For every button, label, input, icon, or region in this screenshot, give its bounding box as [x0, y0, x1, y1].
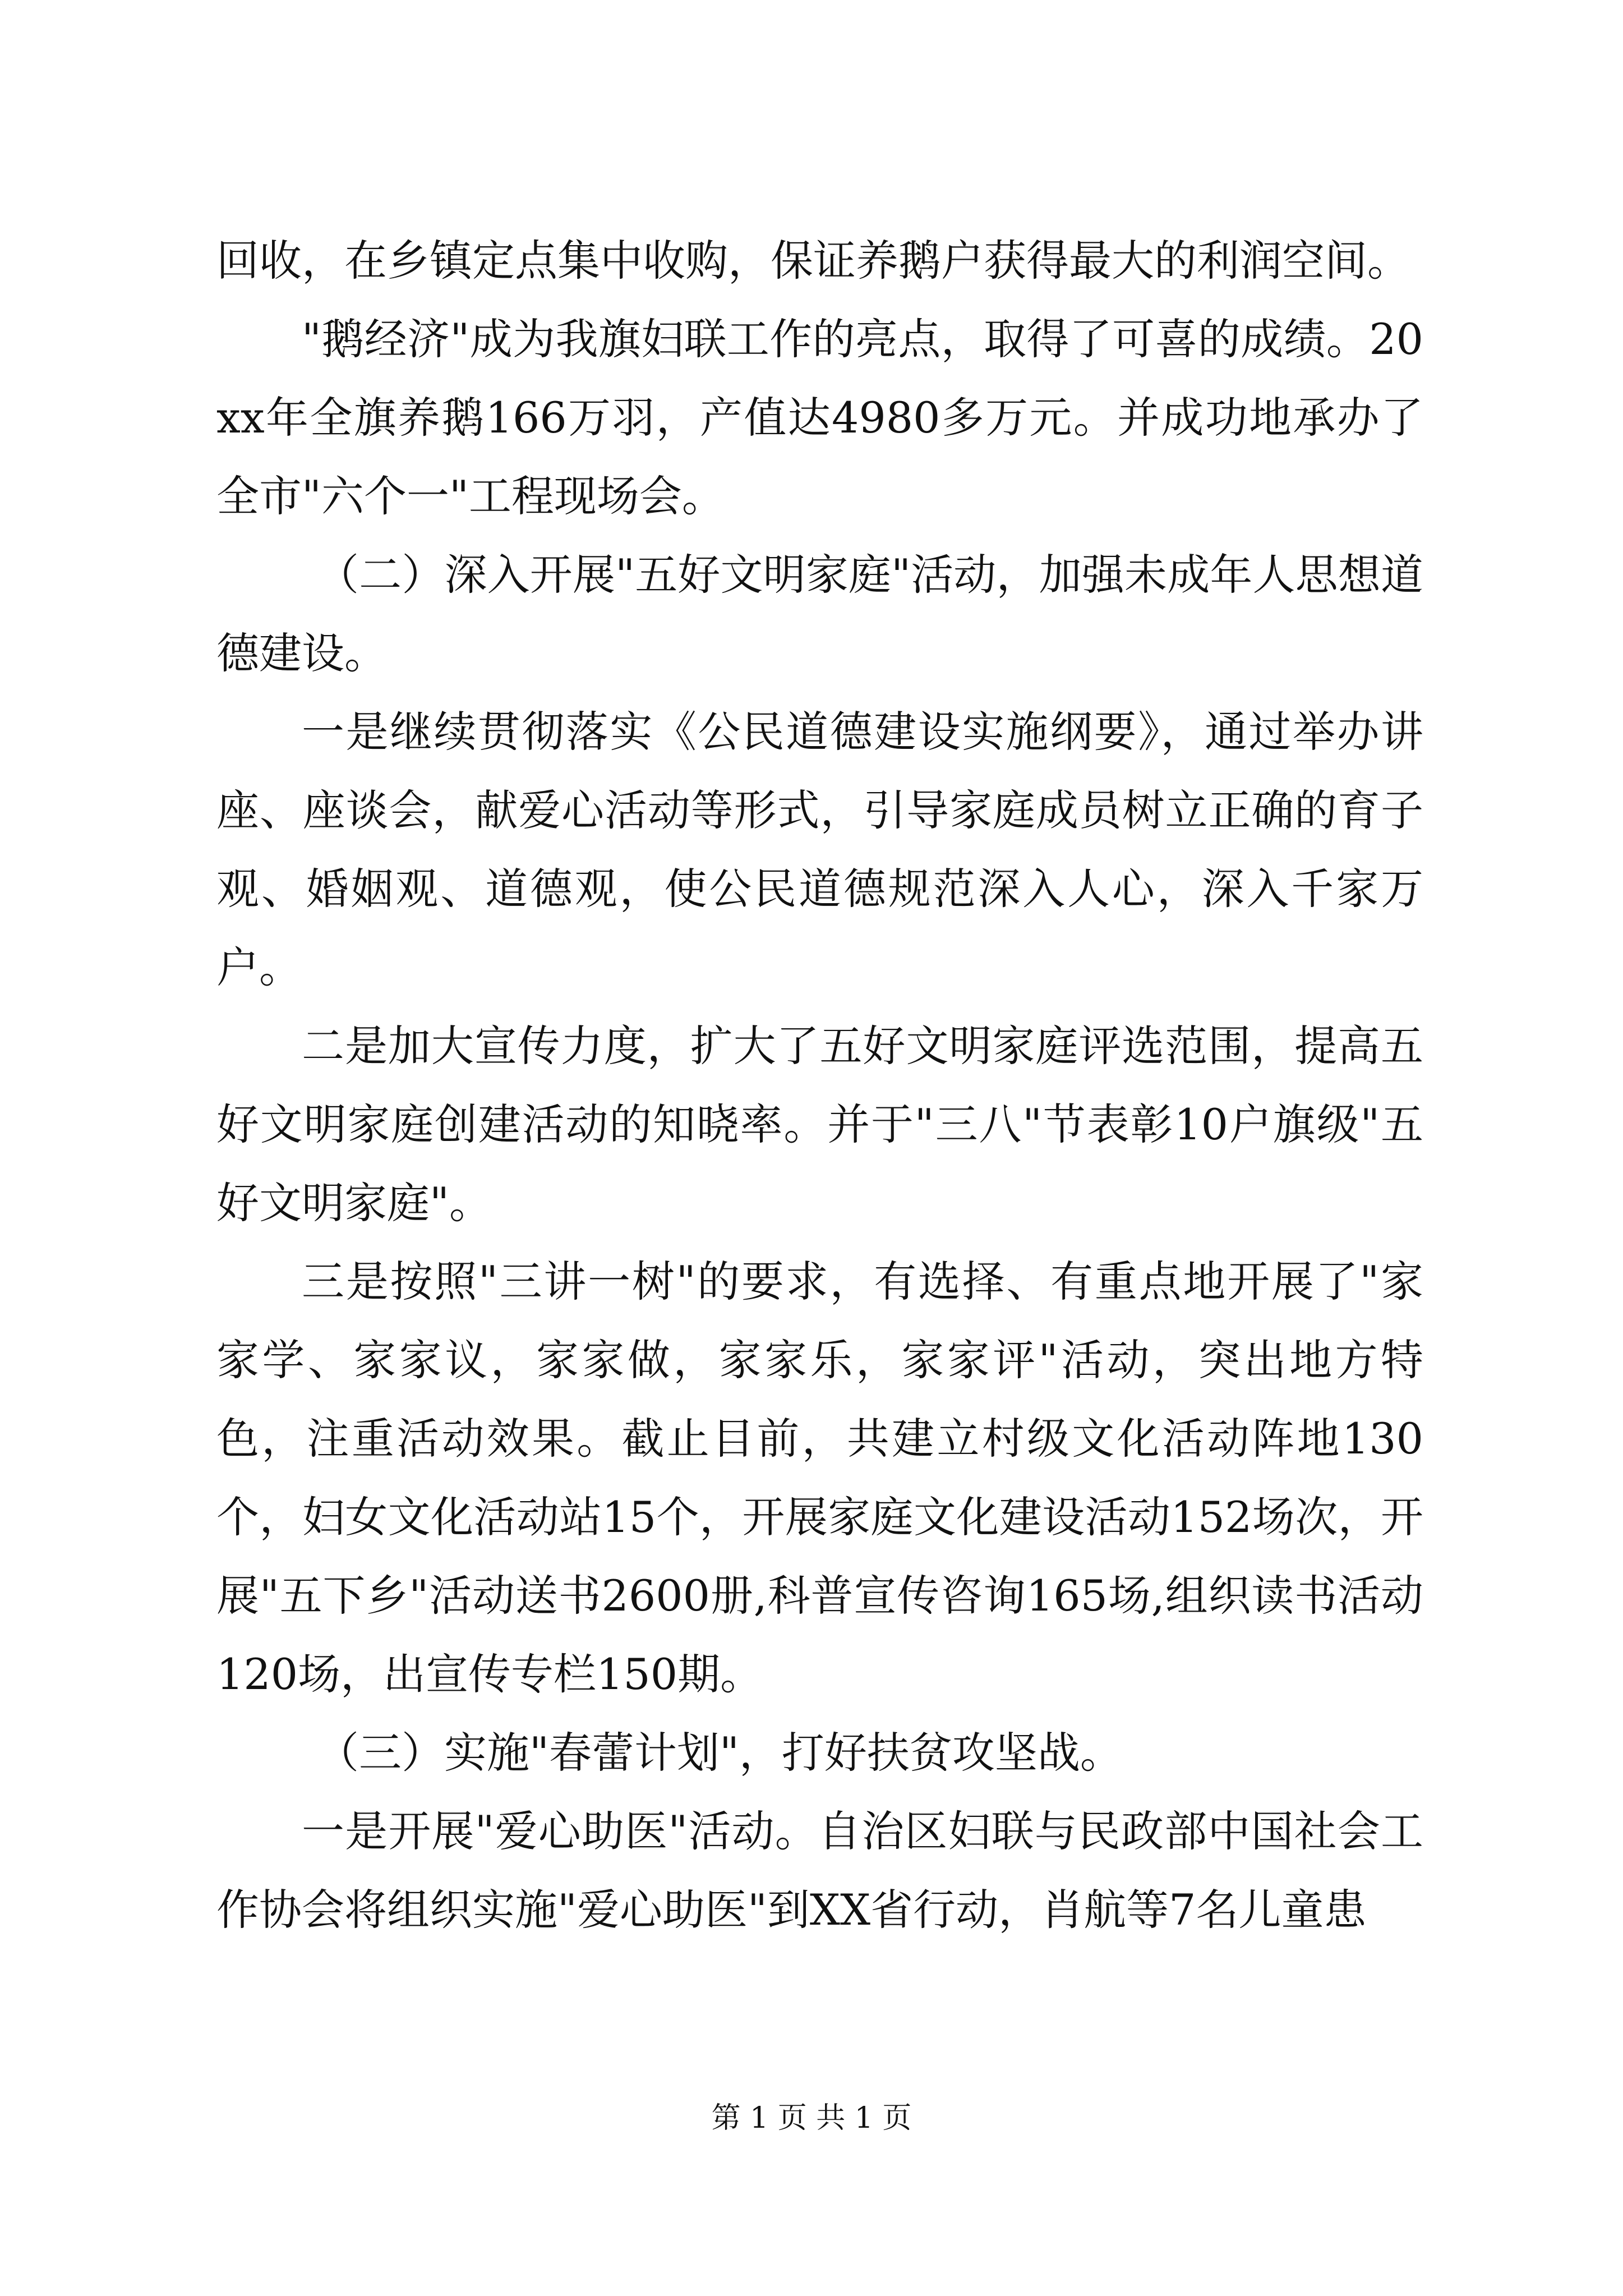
paragraph-goose-economy: "鹅经济"成为我旗妇联工作的亮点，取得了可喜的成绩。20xx年全旗养鹅166万羽，产值达4980多万元。并成功地承办了全市"六个一"工程现场会。: [216, 314, 1423, 521]
paragraph-medical-aid: 一是开展"爱心助医"活动。自治区妇联与民政部中国社会工作协会将组织实施"爱心助医"到XX省行动，肖航等7名儿童患: [216, 1806, 1423, 1935]
section-heading-three: （三）实施"春蕾计划"，打好扶贫攻坚战。: [316, 1728, 1123, 1778]
paragraph-item-three: 三是按照"三讲一树"的要求，有选择、有重点地开展了"家家学、家家议，家家做，家家乐，家家评"活动，突出地方特色，注重活动效果。截止目前，共建立村级文化活动阵地130个，妇女文化活动站15个，开展家庭文化建设活动152场次，开展"五下乡"活动送书2600册,科普宣传咨询165场,组织读书活动120场，出宣传专栏150期。: [216, 1257, 1423, 1699]
paragraph-item-two: 二是加大宣传力度，扩大了五好文明家庭评选范围，提高五好文明家庭创建活动的知晓率。并于"三八"节表彰10户旗级"五好文明家庭"。: [216, 1021, 1423, 1228]
page-number-footer: 第 1 页 共 1 页: [711, 2101, 912, 2135]
document-body: [216, 222, 1423, 1949]
section-heading-two: （二）深入开展"五好文明家庭"活动，加强未成年人思想道德建设。: [216, 550, 1423, 678]
paragraph-item-one: 一是继续贯彻落实《公民道德建设实施纲要》，通过举办讲座、座谈会，献爱心活动等形式，引导家庭成员树立正确的育子观、婚姻观、道德观，使公民道德规范深入人心，深入千家万户。: [216, 707, 1423, 992]
paragraph-continuation: 回收，在乡镇定点集中收购，保证养鹅户获得最大的利润空间。: [216, 236, 1410, 286]
